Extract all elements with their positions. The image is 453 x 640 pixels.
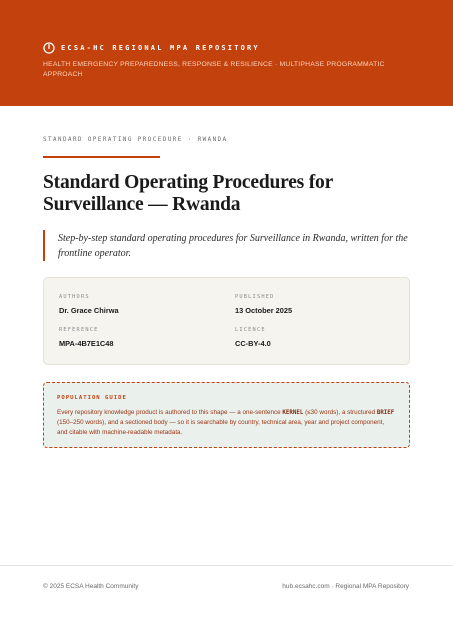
header-banner	[0, 0, 453, 106]
published-field	[235, 294, 292, 315]
reference-label: REFERENCE	[59, 327, 99, 333]
reference-field	[59, 327, 114, 348]
document-eyebrow: STANDARD OPERATING PROCEDURE · RWANDA	[43, 137, 228, 143]
header-tagline: HEALTH EMERGENCY PREPAREDNESS, RESPONSE & RESILIENCE · MULTIPHASE PROGRAMMATIC APPROACH	[43, 61, 385, 78]
power-icon	[43, 42, 55, 54]
licence-label: LICENCE	[235, 327, 266, 333]
brief-code: BRIEF	[376, 410, 395, 416]
authors-label: AUTHORS	[59, 294, 90, 300]
population-guide	[43, 382, 410, 448]
authors-field	[59, 294, 119, 315]
guide-text-part: Every repository knowledge product is authored to this shape — a one-sentence	[57, 409, 283, 416]
accent-rule	[43, 156, 160, 158]
guide-text-part: (150–250 words), and a sectioned body — so it is searchable by country, technical area, year and project component, and citable with machine-readable metadata.	[57, 419, 385, 436]
metadata-card	[43, 277, 410, 365]
authors-value: Dr. Grace Chirwa	[59, 306, 119, 315]
footer-divider	[0, 565, 453, 566]
licence-value: CC-BY-4.0	[235, 339, 271, 348]
guide-text	[57, 408, 396, 438]
published-value: 13 October 2025	[235, 306, 293, 315]
guide-label: POPULATION GUIDE	[57, 395, 127, 401]
reference-value: MPA-4B7E1C48	[59, 339, 114, 348]
footer-site-link[interactable]: hub.ecsahc.com · Regional MPA Repository	[282, 583, 409, 590]
licence-field	[235, 327, 271, 348]
published-label: PUBLISHED	[235, 294, 275, 300]
brand-row	[43, 42, 260, 54]
guide-text-part: (≤30 words), a structured	[303, 409, 377, 416]
page-title: Standard Operating Procedures for Surveillance — Rwanda	[43, 172, 333, 215]
footer-copyright: © 2025 ECSA Health Community	[43, 583, 139, 590]
document-lede: Step-by-step standard operating procedures for Surveillance in Rwanda, written for the frontline operator.	[43, 230, 413, 261]
brand-name: ECSA-HC REGIONAL MPA REPOSITORY	[61, 44, 260, 52]
kernel-code: KERNEL	[282, 410, 304, 416]
